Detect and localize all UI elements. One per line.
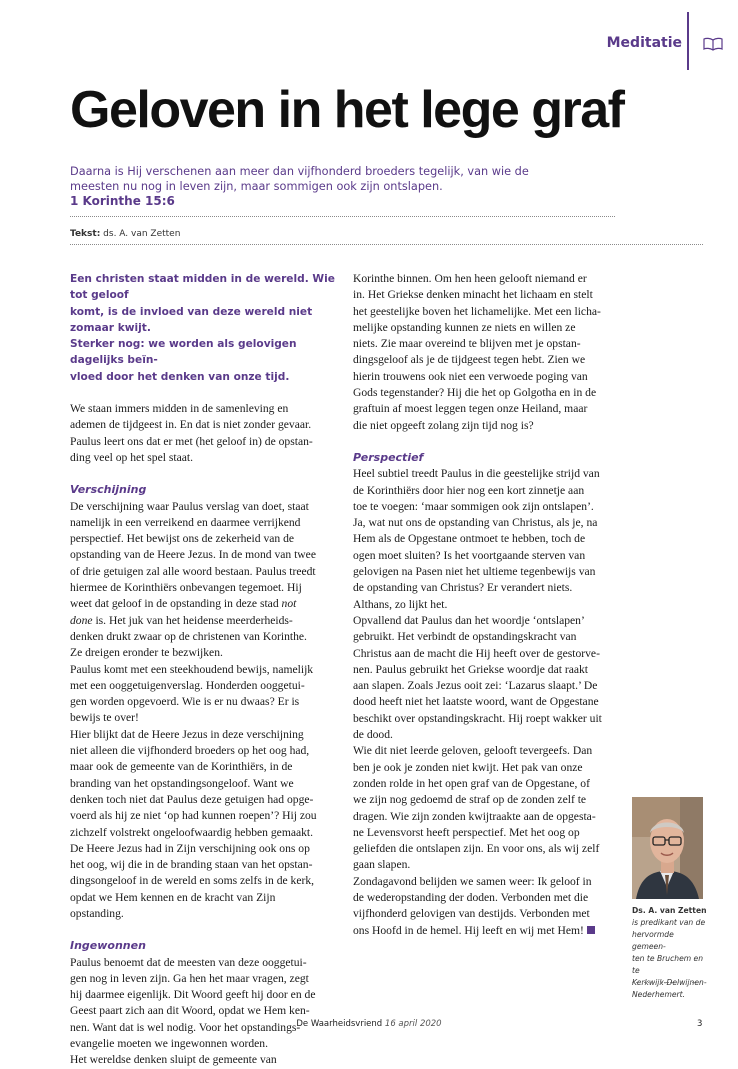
- text-line: Hier blijkt dat de Heere Jezus in deze verschijning: [70, 727, 304, 741]
- text-line: niet alleen die vijfhonderd broeders op het oog had,: [70, 744, 310, 758]
- text-line: graftuin af moest leggen tegen onze Heiland, maar: [353, 402, 588, 416]
- subheading: Verschijning: [70, 483, 147, 497]
- text-line: we zijn nog gedoemd de straf op de zonden zelf te: [353, 793, 587, 807]
- text-line: geliefden die ontslapen zijn. En voor ons, als wij zelf: [353, 842, 600, 856]
- divider: [632, 982, 703, 983]
- text-line: Heel subtiel treedt Paulus in die geestelijke strijd van: [353, 467, 600, 481]
- text-span: is. Het juk van het heidense meerderheids-: [92, 613, 293, 627]
- text-line: de opstanding van Christus? Er verandert niets.: [353, 581, 573, 595]
- text-line: aan slapen. Zoals Jezus ooit zei: ‘Lazarus slaapt.’ De: [353, 679, 598, 693]
- divider: [70, 244, 703, 245]
- text-line: Christus aan de macht die Hij heeft over de gestorve-: [353, 646, 600, 660]
- text-line: opdat we Hem kennen en de kracht van Zijn: [70, 890, 276, 904]
- text-line: denken toch niet dat Paulus deze getuigen had opge-: [70, 792, 314, 806]
- article-title: Geloven in het lege graf: [70, 81, 624, 139]
- text-line: vloed door het denken van onze tijd.: [70, 370, 290, 383]
- text-line: Hem als de Opgestane ontmoet te hebben, toch de: [353, 532, 586, 546]
- photo-caption: [632, 905, 708, 1001]
- text-line: Althans, zo lijkt het.: [353, 597, 448, 611]
- text-line: Ja, wat nut ons de opstanding van Christus, als je, na: [353, 516, 598, 530]
- text-line: gen worden opgevoerd. Wie is er nu dwaas? Er is: [70, 695, 300, 709]
- text-line: opstanding.: [70, 906, 124, 920]
- text-line: Ze dreigen eronder te bezwijken.: [70, 646, 223, 660]
- text-line: of drie getuigen zal alle woord bestaan. Paulus treedt: [70, 564, 316, 578]
- text-line: opstanding van de Heere Jezus. In de mond van twee: [70, 548, 316, 562]
- paragraph: [70, 955, 340, 1069]
- caption-text: Kerkwijk-Delwijnen-: [632, 978, 707, 987]
- caption-text: ten te Bruchem en te: [632, 954, 704, 975]
- text-line: dingsgeloof als je de tijdgeest tegen hebt. Zien we: [353, 353, 586, 367]
- text-line: De verschijning waar Paulus verslag van doet, staat: [70, 499, 309, 513]
- page-footer: [0, 1019, 738, 1029]
- author-photo: [632, 797, 703, 899]
- paragraph: [70, 401, 340, 466]
- text-line: Korinthe binnen. Om hen heen gelooft niemand er: [353, 272, 587, 285]
- text-line: Het wereldse denken sluipt de gemeente van: [70, 1053, 277, 1067]
- text-line: Zondagavond belijden we samen weer: Ik geloof in: [353, 874, 592, 888]
- text-line: De Heere Jezus had in Zijn verschijning ook ons op: [70, 841, 310, 855]
- caption-text: is predikant van de: [632, 918, 706, 927]
- text-line: dingsongeloof in de wereld en soms zelfs in de kerk,: [70, 874, 315, 888]
- text-line: ogen moet sluiten? Is het voortgaande sterven van: [353, 548, 586, 562]
- text-line: nen. Paulus gebruikt het Griekse woordje dat raakt: [353, 662, 589, 676]
- text-line: namelijk in een verreikend en daarmee verrijkend: [70, 515, 301, 529]
- text-line: in. Het Griekse denken minacht het lichaam en stelt: [353, 288, 593, 302]
- end-mark-icon: [587, 926, 595, 934]
- text-line: bewijs te over!: [70, 711, 139, 725]
- text-line: de wederopstanding der doden. Verbonden met die: [353, 890, 589, 904]
- subheading: Perspectief: [353, 450, 424, 464]
- text-line: gaan slapen.: [353, 858, 411, 872]
- text-line: branding van het opstandingsongeloof. Want we: [70, 776, 294, 790]
- text-line: komt, is de invloed van deze wereld niet zomaar kwijt.: [70, 305, 313, 334]
- text-span: ons Hoofd in de hemel. Hij leeft en wij met Hem!: [353, 923, 584, 937]
- byline-label: Tekst:: [70, 229, 101, 239]
- text-line: Paulus komt met een steekhoudend bewijs, namelijk: [70, 662, 314, 676]
- verse-reference: 1 Korinthe 15:6: [70, 194, 175, 208]
- text-line: zichzelf volstrekt ongeloofwaardig hebben gemaakt.: [70, 825, 314, 839]
- publication-name: De Waarheidsvriend: [296, 1019, 383, 1029]
- text-line: [70, 596, 340, 612]
- text-line: dragen. Wie zijn zonden kwijtraakte aan de opgesta-: [353, 809, 596, 823]
- text-line: ne Levensvorst heeft perspectief. Met het oog op: [353, 825, 580, 839]
- text-line: We staan immers midden in de samenleving en: [70, 402, 289, 416]
- section-label: Meditatie: [606, 35, 682, 51]
- header-divider: [687, 12, 689, 70]
- text-line: Paulus leert ons dat er met (het geloof in) de opstan-: [70, 434, 313, 448]
- caption-text: hervormde gemeen-: [632, 930, 674, 951]
- text-line: Gods tegenstander? Hij die het op Golgotha en in de: [353, 386, 597, 400]
- paragraph: [353, 466, 623, 939]
- page-number: 3: [697, 1019, 703, 1029]
- text-line: voerd als hij ze niet ‘op had kunnen roepen’? Hij zou: [70, 809, 317, 823]
- text-line: nen. Want dat is wel nodig. Voor het opstandings-: [70, 1020, 301, 1034]
- text-line: [353, 923, 623, 939]
- text-line: de Korinthiërs door hier nog een kort zinnetje aan: [353, 483, 585, 497]
- text-line: ding veel op het spel staat.: [70, 450, 193, 464]
- text-line: evangelie moeten we ingewonnen worden.: [70, 1037, 268, 1051]
- text-line: gebruikt. Het verbindt de opstandingskracht van: [353, 630, 577, 644]
- text-line: gelovigen na Pasen niet het ultieme tegenbewijs van: [353, 565, 596, 579]
- text-line: [70, 613, 340, 629]
- text-line: ademen de tijdgeest in. En dat is niet zonder gevaar.: [70, 418, 312, 432]
- column-left: [70, 271, 340, 1069]
- issue-date: 16 april 2020: [384, 1019, 442, 1029]
- text-line: die niet opgeeft zolang zijn tijd nog is?: [353, 418, 534, 432]
- text-line: zonden rolde in het open graf van de Opgestane, of: [353, 776, 590, 790]
- text-span: weet dat geloof in de opstanding in deze stad: [70, 597, 279, 611]
- text-line: het geestelijke boven het lichamelijke. Met een licha-: [353, 304, 601, 318]
- text-line: melijke opstanding kunnen ze niets en willen ze: [353, 320, 576, 334]
- text-line: maar ook de gemeente van de Korinthiërs, in de: [70, 760, 293, 774]
- subheading: Ingewonnen: [70, 939, 146, 953]
- text-line: hiermee de Korinthiërs onbevangen tegemoet. Hij: [70, 581, 302, 595]
- column-right: [353, 271, 623, 939]
- text-line: het oog, wij die in de branding staan van het opstan-: [70, 858, 313, 872]
- text-line: toe te voegen: ‘maar sommigen ook zijn ontslapen’.: [353, 499, 594, 513]
- italic-text: done: [70, 613, 93, 627]
- paragraph: [353, 271, 623, 434]
- caption-name: Ds. A. van Zetten: [632, 906, 707, 915]
- bible-verse: Daarna is Hij verschenen aan meer dan vijfhonderd broeders tegelijk, van wie de meesten nu nog in leven zijn, maar sommigen ook zijn ontslapen.: [70, 165, 529, 193]
- paragraph: [70, 499, 340, 923]
- lead-paragraph: [70, 271, 340, 385]
- text-line: hij daarmee eigenlijk. Dit Woord geeft hij door en de: [70, 988, 316, 1002]
- text-line: niets. Zie maar overeind te blijven met je opstan-: [353, 337, 581, 351]
- text-line: met een ooggetuigenverslag. Honderden ooggetui-: [70, 678, 305, 692]
- text-line: Geest paart zich aan dit Woord, opdat we Hem ken-: [70, 1004, 310, 1018]
- text-line: Sterker nog: we worden als gelovigen dagelijks beïn-: [70, 338, 297, 367]
- text-line: gen nog in leven zijn. Ga hen het maar vragen, zegt: [70, 971, 309, 985]
- caption-text: Nederhemert.: [632, 990, 686, 999]
- open-book-icon: [703, 37, 723, 51]
- text-line: beschikt over opstandingskracht. Hij roept wakker uit: [353, 711, 602, 725]
- text-line: Opvallend dat Paulus dan het woordje ‘ontslapen’: [353, 613, 585, 627]
- text-line: de dood.: [353, 728, 393, 742]
- text-line: Een christen staat midden in de wereld. Wie tot geloof: [70, 273, 335, 302]
- text-line: perspectief. Het bewijst ons de zekerheid van de: [70, 532, 295, 546]
- text-line: hierin trouwens ook niet een verwoede poging van: [353, 369, 588, 383]
- divider: [70, 216, 615, 217]
- italic-text: not: [281, 597, 297, 611]
- text-line: Wie dit niet leerde geloven, gelooft tevergeefs. Dan: [353, 744, 593, 758]
- text-line: vijfhonderd gelovigen van destijds. Verbonden met: [353, 907, 590, 921]
- byline-author: ds. A. van Zetten: [103, 229, 181, 239]
- text-line: Paulus benoemt dat de meesten van deze ooggetui-: [70, 955, 307, 969]
- text-line: dood heeft niet het laatste woord, want de Opgestane: [353, 695, 599, 709]
- text-line: denken drukt zwaar op de christenen van Korinthe.: [70, 629, 307, 643]
- text-line: ben je ook je zonden niet kwijt. Het pak van onze: [353, 760, 583, 774]
- byline: [70, 229, 180, 239]
